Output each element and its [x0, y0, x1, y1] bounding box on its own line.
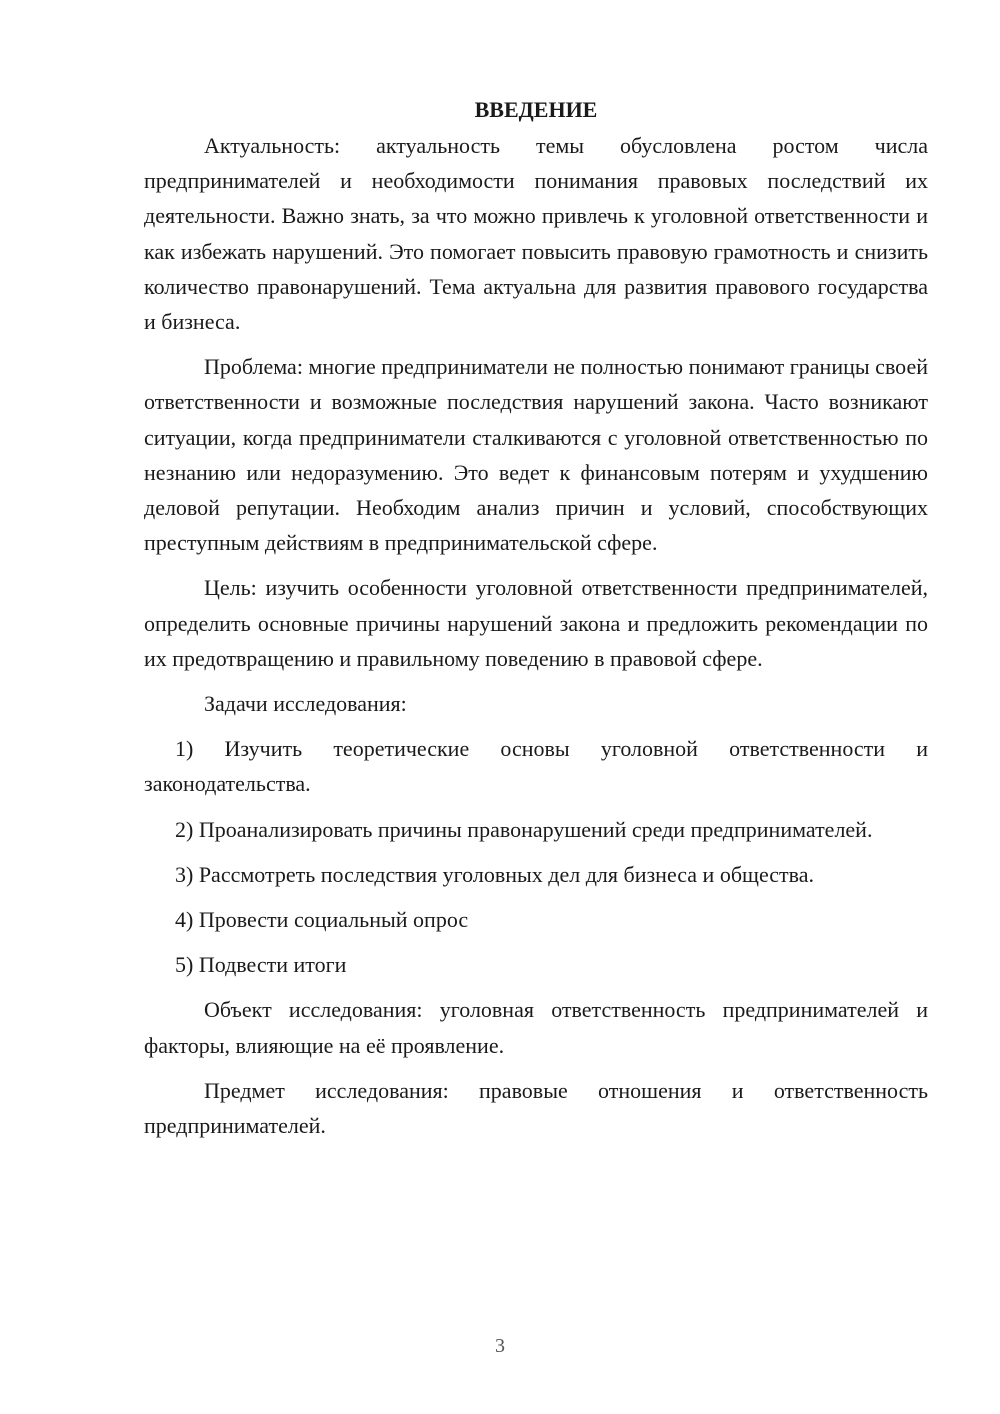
page-content: [144, 92, 928, 1153]
section-heading: ВВЕДЕНИЕ: [474, 97, 598, 122]
task-item-5: 5) Подвести итоги: [175, 952, 347, 978]
task-item-2: 2) Проанализировать причины правонарушений среди предпринимателей.: [175, 816, 873, 842]
task-item-1: 1) Изучить теоретические основы уголовной ответственности и законодательства.: [144, 736, 928, 797]
task-item-4: 4) Провести социальный опрос: [175, 907, 469, 933]
relevance-paragraph: Актуальность: актуальность темы обусловлена ростом числа предпринимателей и необходимости понимания правовых последствий их деятельности. Важно знать, за что можно привлечь к уголовной ответственности и как избежать нарушений. Это помогает повысить правовую грамотность и снизить количество правонарушений. Тема актуальна для развития правового государства и бизнеса.: [144, 133, 928, 335]
task-item-3: 3) Рассмотреть последствия уголовных дел для бизнеса и общества.: [175, 861, 815, 887]
tasks-title: Задачи исследования:: [204, 691, 407, 717]
subject-paragraph: Предмет исследования: правовые отношения и ответственность предпринимателей.: [144, 1077, 928, 1139]
object-paragraph: Объект исследования: уголовная ответственность предпринимателей и факторы, влияющие на её проявление.: [144, 997, 928, 1058]
problem-paragraph: Проблема: многие предприниматели не полностью понимают границы своей ответственности и возможные последствия нарушений закона. Часто возникают ситуации, когда предприниматели сталкиваются с уголовной ответственностью по незнанию или недоразумению. Это ведет к финансовым потерям и ухудшению деловой репутации. Необходим анализ причин и условий, способствующих преступным действиям в предпринимательской сфере.: [144, 354, 928, 556]
page-number: 3: [495, 1335, 505, 1357]
goal-paragraph: Цель: изучить особенности уголовной ответственности предпринимателей, определить основные причины нарушений закона и предложить рекомендации по их предотвращению и правильному поведению в правовой сфере.: [144, 575, 928, 671]
